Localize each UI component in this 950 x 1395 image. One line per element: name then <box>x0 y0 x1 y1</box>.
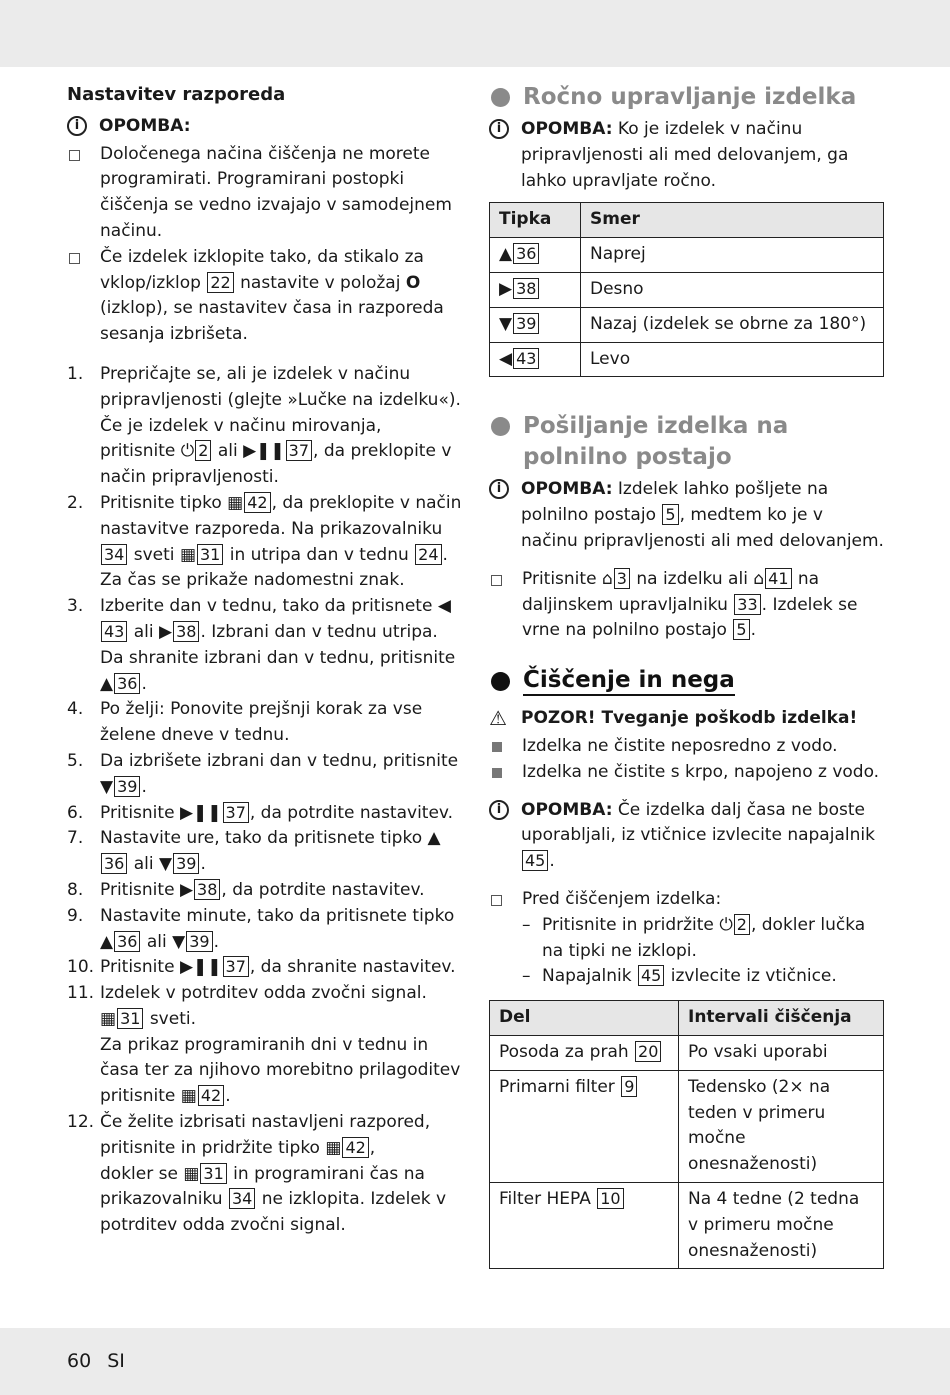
up-arrow-icon: ▲ <box>100 931 114 952</box>
play-pause-icon: ▶❚❚ <box>243 441 285 462</box>
bullet-list <box>67 142 462 348</box>
list-item: Določenega načina čiščenja ne morete programirati. Programirani postopki čiščenja se vedno izvajajo v samodejnem načinu. <box>67 142 462 245</box>
home-icon: ⌂ <box>601 568 613 589</box>
section-heading: Ročno upravljanje izdelka <box>489 82 884 113</box>
list-item: 5. Da izbrišete izbrani dan v tednu, pritisnite ▼ 39 . <box>67 750 459 797</box>
off-symbol-icon: O <box>405 272 421 293</box>
up-arrow-icon: ▲ <box>499 244 513 265</box>
list-item: Pred čiščenjem izdelka: <box>489 887 884 913</box>
bullet-dot-icon <box>491 88 510 107</box>
warning: ⚠ POZOR! Tveganje poškodb izdelka! <box>489 706 858 731</box>
down-arrow-icon: ▼ <box>100 776 114 797</box>
table-header: Tipka <box>490 203 581 238</box>
table-header: Intervali čiščenja <box>679 1001 884 1036</box>
bullet-list <box>489 887 884 913</box>
warning-list <box>489 734 884 786</box>
right-arrow-icon: ▶ <box>499 278 513 299</box>
list-item: 9. Nastavite minute, tako da pritisnete tipko ▲ 36 ali ▼ 39 . <box>67 905 455 952</box>
ref-number: 22 <box>207 272 233 293</box>
play-pause-icon: ▶❚❚ <box>179 957 222 978</box>
dash-list <box>489 913 884 990</box>
list-item: 7. Nastavite ure, tako da pritisnete tipko ▲36 ali ▼ 39 . <box>67 828 441 875</box>
right-arrow-icon: ▶ <box>179 879 194 900</box>
page-number: 60 <box>67 1350 92 1372</box>
header-bar <box>0 0 950 67</box>
list-item: 10. Pritisnite ▶❚❚ 37 , da shranite nastavitev. <box>67 957 456 978</box>
list-item: 4. Po želji: Ponovite prejšnji korak za vse želene dneve v tednu. <box>67 699 423 746</box>
list-item: Če izdelek izklopite tako, da stikalo za vklop/izklop 22 nastavite v položaj O (izklop), se nastavitev časa in razporeda sesanja izbrišeta. <box>67 245 462 348</box>
schedule-icon: ▦ <box>227 492 244 513</box>
table-row: Primarni filter 9 Tedensko (2× na teden v primeru močne onesnaženosti) <box>490 1070 884 1182</box>
list-item: 12. Če želite izbrisati nastavljeni razpored, pritisnite in pridržite tipko ▦ 42 , dokler se ▦ 31 in programirani čas na prikazovalniku 34 ne izklopita. Izdelek v potrditev odda zvočni signal. <box>67 1112 447 1236</box>
note: i OPOMBA: Če izdelka dalj časa ne boste uporabljali, iz vtičnice izvlecite napajalnik 45 . <box>489 798 884 875</box>
down-arrow-icon: ▼ <box>499 313 513 334</box>
table-row: ◀ 43 Levo <box>490 342 884 377</box>
table-row: Filter HEPA 10 Na 4 tedne (2 tedna v primeru močne onesnaženosti) <box>490 1182 884 1268</box>
note <box>67 114 462 140</box>
list-item: Pritisnite ⌂ 3 na izdelku ali ⌂ 41 na daljinskem upravljalniku 33 . Izdelek se vrne na polnilno postajo 5 . <box>489 567 884 644</box>
table-row: ▶ 38 Desno <box>490 272 884 307</box>
calendar-icon: ▦ <box>100 1008 117 1029</box>
note: i OPOMBA: Ko je izdelek v načinu pripravljenosti ali med delovanjem, ga lahko upravljate ročno. <box>489 117 884 194</box>
right-arrow-icon: ▶ <box>159 621 173 642</box>
down-arrow-icon: ▼ <box>159 854 173 875</box>
section-heading: Čiščenje in nega <box>489 666 884 696</box>
list-item: – Pritisnite in pridržite ⏻ 2 , dokler lučka na tipki ne izklopi. <box>522 913 884 965</box>
section-heading: Nastavitev razporeda <box>67 84 286 105</box>
note: i OPOMBA: Izdelek lahko pošljete na polnilno postajo 5 , medtem ko je v načinu pripravljenosti ali med delovanjem. <box>489 477 884 554</box>
table-row: ▲ 36 Naprej <box>490 238 884 273</box>
schedule-icon: ▦ <box>325 1137 342 1158</box>
up-arrow-icon: ▲ <box>427 828 441 849</box>
list-item: 2. Pritisnite tipko ▦ 42 , da preklopite v način nastavitve razporeda. Na prikazovalniku 34 sveti ▦ 31 in utripa dan v tednu 24 . Za čas se prikaže nadomestni znak. <box>67 492 462 591</box>
warning-icon: ⚠ <box>489 706 507 731</box>
list-item: 1. Prepričajte se, ali je izdelek v načinu pripravljenosti (glejte »Lučke na izdelku«). Če je izdelek v načinu mirovanja, pritisnite ⏻ 2 ali ▶❚❚ 37 , da preklopite v način pripravljenosti. <box>67 363 461 488</box>
info-icon: i <box>489 479 509 499</box>
list-item: Izdelka ne čistite neposredno z vodo. <box>489 734 884 760</box>
section-heading: Pošiljanje izdelka na polnilno postajo <box>489 411 884 473</box>
table-header: Del <box>490 1001 679 1036</box>
list-item: 8. Pritisnite ▶ 38 , da potrdite nastavitev. <box>67 879 425 900</box>
up-arrow-icon: ▲ <box>100 673 114 694</box>
list-item: 6. Pritisnite ▶❚❚ 37 , da potrdite nastavitev. <box>67 802 454 823</box>
schedule-icon: ▦ <box>180 1086 197 1107</box>
left-arrow-icon: ◀ <box>437 596 451 617</box>
list-item: 11. Izdelek v potrditev odda zvočni signal. ▦ 31 sveti. Za prikaz programiranih dni v tednu in časa ter za njihovo morebitno prilagoditev pritisnite ▦ 42 . <box>67 983 461 1107</box>
bullet-list <box>489 567 884 644</box>
info-icon: i <box>489 119 509 139</box>
table-row: ▼ 39 Nazaj (izdelek se obrne za 180°) <box>490 307 884 342</box>
language-code: SI <box>107 1350 125 1372</box>
info-icon: i <box>489 800 509 820</box>
list-item: – Napajalnik 45 izvlecite iz vtičnice. <box>522 964 884 990</box>
right-column <box>489 82 884 1269</box>
left-column <box>67 82 462 1239</box>
cleaning-table <box>489 1000 884 1269</box>
info-icon: i <box>67 116 87 136</box>
footer-bar <box>0 1328 950 1395</box>
table-row: Posoda za prah 20 Po vsaki uporabi <box>490 1035 884 1070</box>
control-table <box>489 202 884 377</box>
note-label: OPOMBA: <box>99 115 191 136</box>
home-signal-icon: ⌂ <box>753 568 765 589</box>
calendar-icon: ▦ <box>183 1163 200 1184</box>
play-pause-icon: ▶❚❚ <box>179 802 222 823</box>
power-icon: ⏻ <box>180 441 195 462</box>
table-header: Smer <box>581 203 884 238</box>
list-item: 3. Izberite dan v tednu, tako da pritisnete ◀43 ali ▶ 38 . Izbrani dan v tednu utripa. Da shranite izbrani dan v tednu, pritisnite ▲ 36 . <box>67 596 456 694</box>
down-arrow-icon: ▼ <box>172 931 186 952</box>
list-item: Izdelka ne čistite s krpo, napojeno z vodo. <box>489 760 884 786</box>
power-icon: ⏻ <box>719 914 733 935</box>
steps-list <box>67 362 462 1239</box>
left-arrow-icon: ◀ <box>499 348 513 369</box>
calendar-icon: ▦ <box>179 544 196 565</box>
bullet-dot-icon <box>491 672 510 691</box>
footer <box>67 1350 135 1372</box>
bullet-dot-icon <box>491 417 510 436</box>
